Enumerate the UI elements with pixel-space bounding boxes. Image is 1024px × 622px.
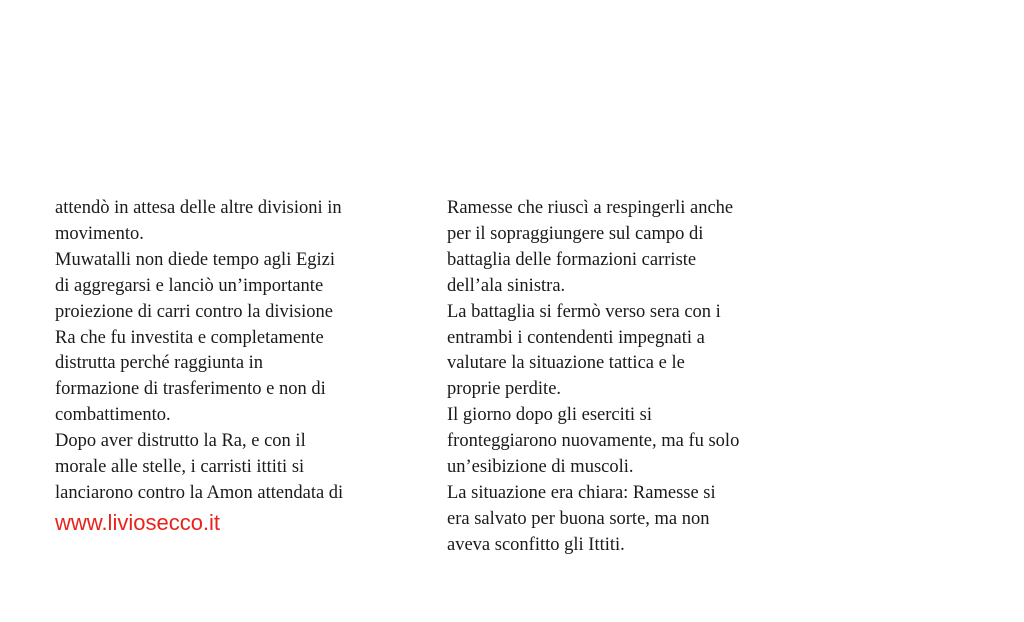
text-line: valutare la situazione tattica e le (447, 353, 685, 374)
text-line: lanciarono contro la Amon attendata di (55, 482, 344, 503)
text-line: battaglia delle formazioni carriste (447, 249, 697, 270)
text-line: formazione di trasferimento e non di (55, 379, 326, 400)
text-line: Ramesse che riuscì a respingerli anche (447, 198, 734, 218)
text-line: di aggregarsi e lanciò un’importante (55, 275, 324, 296)
text-line: un’esibizione di muscoli. (447, 457, 634, 478)
text-line: movimento. (55, 223, 144, 244)
text-line: era salvato per buona sorte, ma non (447, 508, 710, 529)
text-line: fronteggiarono nuovamente, ma fu solo (447, 431, 740, 452)
text-line: combattimento. (55, 405, 171, 426)
text-line: aveva sconfitto gli Ittiti. (447, 534, 625, 555)
text-line: proprie perdite. (447, 379, 562, 400)
text-line: attendò in attesa delle altre divisioni in (55, 198, 342, 218)
text-line: La battaglia si fermò verso sera con i (447, 301, 721, 322)
text-line: morale alle stelle, i carristi ittiti si (55, 457, 305, 478)
text-line: distrutta perché raggiunta in (55, 353, 264, 374)
text-line: entrambi i contendenti impegnati a (447, 327, 705, 348)
text-line: Muwatalli non diede tempo agli Egizi (55, 249, 336, 270)
text-line: Dopo aver distrutto la Ra, e con il (55, 431, 306, 452)
website-link[interactable]: www.liviosecco.it (55, 509, 221, 535)
text-line: La situazione era chiara: Ramesse si (447, 482, 716, 503)
text-line: per il sopraggiungere sul campo di (447, 223, 704, 244)
text-line: Il giorno dopo gli eserciti si (447, 405, 653, 426)
text-line: proiezione di carri contro la divisione (55, 301, 333, 322)
text-line: Ra che fu investita e completamente (55, 327, 324, 348)
text-line: dell’ala sinistra. (447, 275, 566, 296)
left-column (55, 196, 395, 537)
right-column (447, 196, 792, 559)
